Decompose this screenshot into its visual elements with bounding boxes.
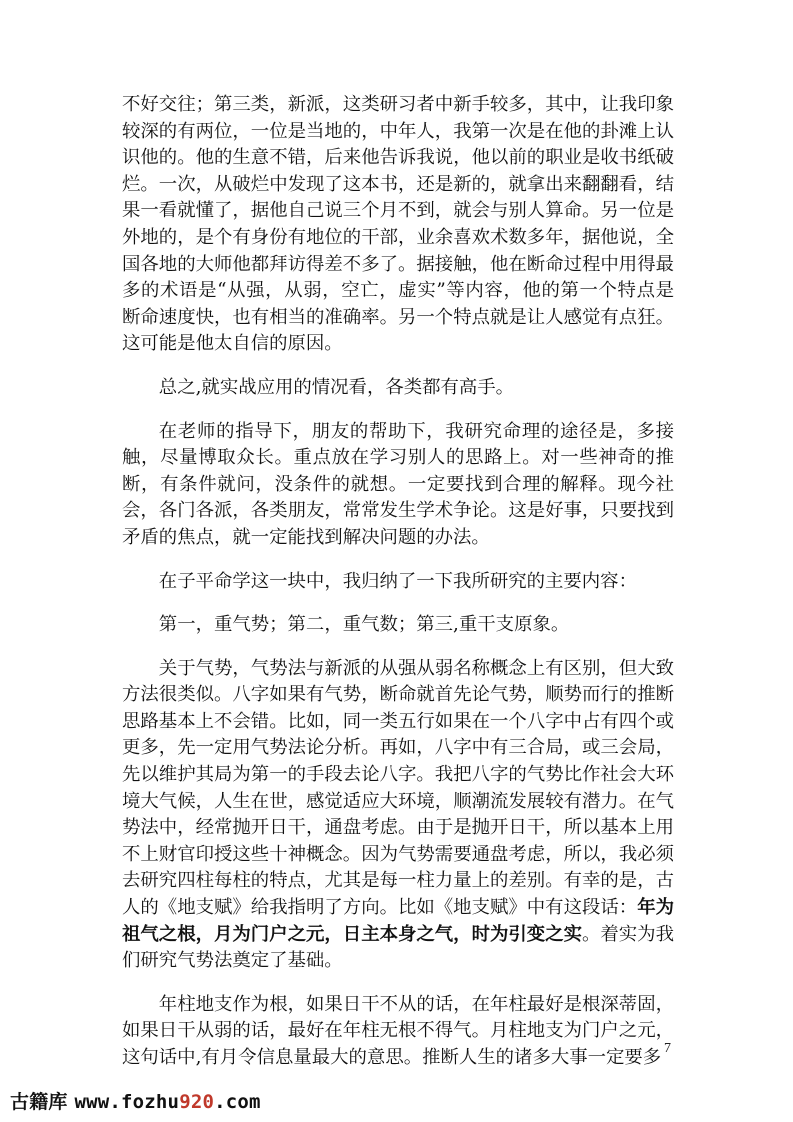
qishi-text-after: 。着实为我们研究气势法奠定了基础。	[122, 923, 674, 972]
paragraph-research-path: 在老师的指导下，朋友的帮助下，我研究命理的途径是，多接触，尽量博取众长。重点放在学习别人的思路上。对一些神奇的推断，有条件就问，没条件的就想。一定要找到合理的解释。现今社会，各门各派，各类朋友，常常发生学术争论。这是好事，只要找到矛盾的焦点，就一定能找到解决问题的办法。	[122, 420, 674, 548]
paragraph-three-points: 第一，重气势；第二，重气数；第三,重干支原象。	[158, 614, 570, 636]
qishi-text-before: 关于气势，气势法与新派的从强从弱名称概念上有区别，但大致方法很类似。八字如果有气势，断命就首先论气势，顺势而行的推断思路基本上不会错。比如，同一类五行如果在一个八字中占有四个或更多，先一定用气势法论分析。再如，八字中有三合局，或三会局，先以维护其局为第一的手段去论八字。我把八字的气势比作社会大环境大气候，人生在世，感觉适应大环境，顺潮流发展较有潜力。在气势法中，经常抛开日干，通盘考虑。由于是抛开日干，所以基本上用不上财官印授这些十神概念。因为气势需要通盘考虑，所以，我必须去研究四柱每柱的特点，尤其是每一柱力量上的差别。有幸的是，古人的《地支赋》给我指明了方向。比如《地支赋》中有这段话：	[122, 657, 674, 919]
watermark-site-suffix: .com	[214, 1091, 261, 1113]
watermark-site-number: 920	[179, 1091, 215, 1113]
page-number: 7	[664, 1041, 671, 1056]
paragraph-qishi	[122, 656, 674, 975]
page-body	[122, 92, 674, 1072]
paragraph-main-content: 在子平命学这一块中，我归纳了一下我所研究的主要内容：	[158, 570, 637, 592]
paragraph-summary: 总之,就实战应用的情况看，各类都有高手。	[158, 376, 515, 398]
paragraph-new-school: 不好交往；第三类，新派，这类研习者中新手较多，其中，让我印象较深的有两位，一位是当地的，中年人，我第一次是在他的卦滩上认识他的。他的生意不错，后来他告诉我说，他以前的职业是收书纸破烂。一次，从破烂中发现了这本书，还是新的，就拿出来翻翻看，结果一看就懂了，据他自己说三个月不到，就会与别人算命。另一位是外地的，是个有身份有地位的干部，业余喜欢术数多年，据他说，全国各地的大师他都拜访得差不多了。据接触，他在断命过程中用得最多的术语是“从强，从弱，空亡，虚实”等内容，他的第一个特点是断命速度快，也有相当的准确率。另一个特点就是让人感觉有点狂。这可能是他太自信的原因。	[122, 94, 674, 355]
watermark-site-prefix: www.fozhu	[74, 1091, 180, 1113]
watermark-logo	[10, 1087, 261, 1114]
watermark-site	[74, 1091, 260, 1113]
watermark-label: 古籍库	[10, 1091, 68, 1113]
paragraph-year-pillar: 年柱地支作为根，如果日干不从的话，在年柱最好是根深蒂固，如果日干从弱的话，最好在年柱无根不得气。月柱地支为门户之元，这句话中,有月令信息量最大的意思。推断人生的诸多大事一定要多	[122, 993, 674, 1068]
dizhi-fu-quote: 年为祖气之根，月为门户之元，日主本身之气，时为引变之实	[122, 897, 674, 945]
